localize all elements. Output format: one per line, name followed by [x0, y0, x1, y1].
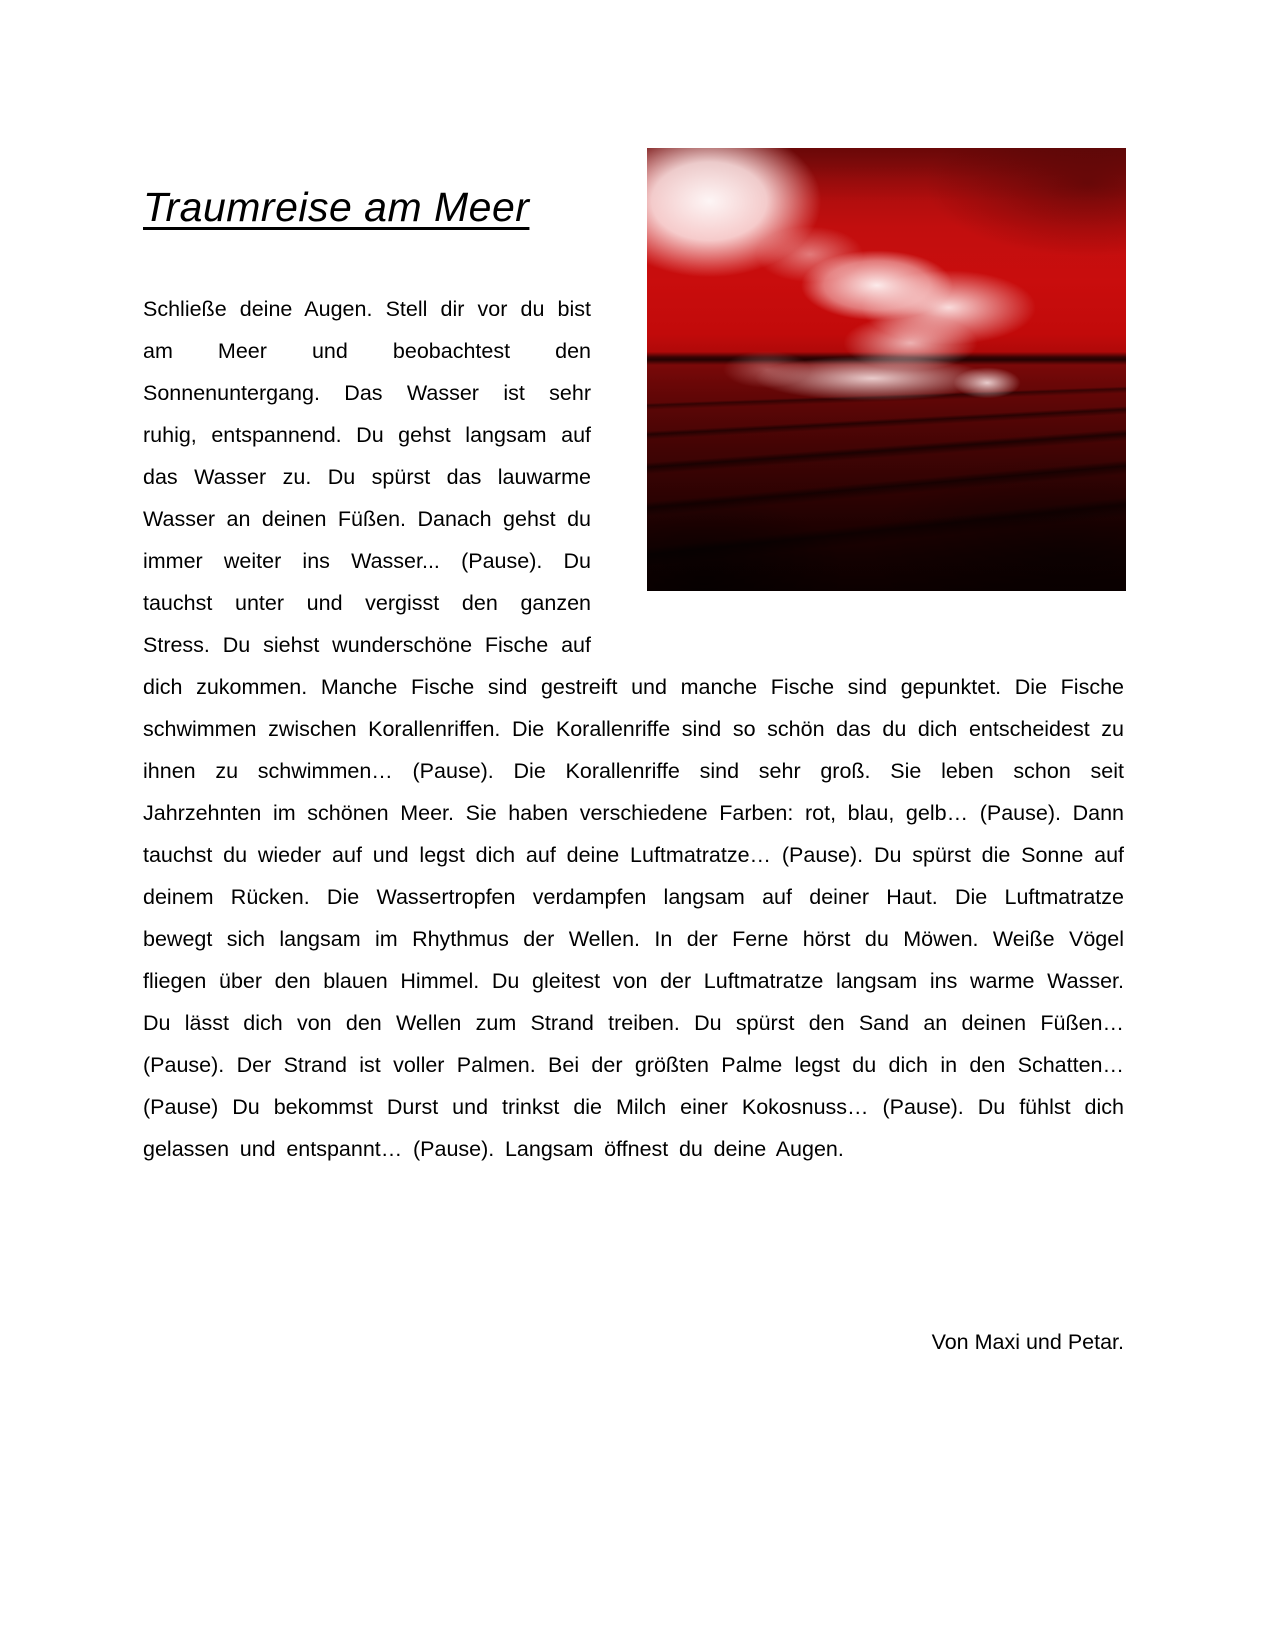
- body-paragraph-text: Schließe deine Augen. Stell dir vor du bist am Meer und beobachtest den Sonnenuntergang. Das Wasser ist sehr ruhig, entspannend. Du gehst langsam auf das Wasser zu. Du spürst das lauwarme Wasser an deinen Füßen. Danach gehst du immer weiter ins Wasser... (Pause). Du tauchst unter und vergisst den ganzen Stress. Du siehst wunderschöne Fische auf dich zukommen. Manche Fische sind gestreift und manche Fische sind gepunktet. Die Fische schwimmen zwischen Korallenriffen. Die Korallenriffe sind so schön das du dich entscheidest zu ihnen zu schwimmen… (Pause). Die Korallenriffe sind sehr groß. Sie leben schon seit Jahrzehnten im schönen Meer. Sie haben verschiedene Farben: rot, blau, gelb… (Pause). Dann tauchst du wieder auf und legst dich auf deine Luftmatratze… (Pause). Du spürst die Sonne auf deinem Rücken. Die Wassertropfen verdampfen langsam auf deiner Haut. Die Luftmatratze bewegt sich langsam im Rhythmus der Wellen. In der Ferne hörst du Möwen. Weiße Vögel fliegen über den blauen Himmel. Du gleitest von der Luftmatratze langsam ins warme Wasser. Du lässt dich von den Wellen zum Strand treiben. Du spürst den Sand an deinen Füßen… (Pause). Der Strand ist voller Palmen. Bei der größten Palme legst du dich in den Schatten… (Pause) Du bekommst Durst und trinkst die Milch einer Kokosnuss… (Pause). Du fühlst dich gelassen und entspannt… (Pause). Langsam öffnest du deine Augen.: [143, 297, 1124, 1161]
- page-title: Traumreise am Meer: [143, 184, 530, 230]
- body-paragraph: [143, 288, 1124, 1170]
- attribution-line: Von Maxi und Petar.: [931, 1330, 1124, 1354]
- photo-wrap-spacer: [591, 288, 1124, 634]
